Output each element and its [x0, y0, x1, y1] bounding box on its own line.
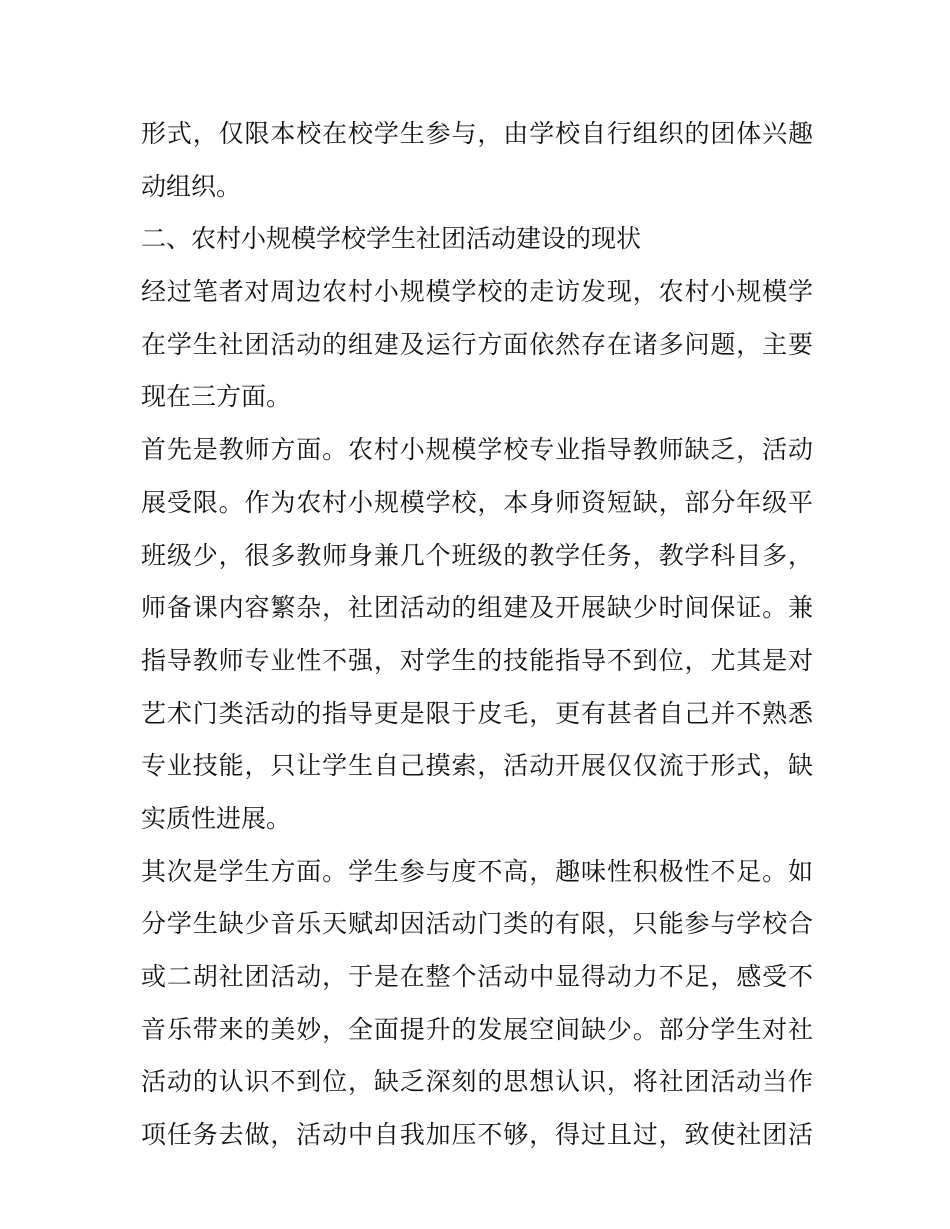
text-line: 指导教师专业性不强，对学生的技能指导不到位，尤其是对: [141, 645, 813, 675]
text-line: 在学生社团活动的组建及运行方面依然存在诸多问题，主要: [141, 329, 813, 359]
text-line: 师备课内容繁杂，社团活动的组建及开展缺少时间保证。兼: [141, 593, 813, 623]
body-text: [141, 108, 813, 1162]
text-line: 经过笔者对周边农村小规模学校的走访发现，农村小规模学: [141, 277, 813, 307]
text-line: 艺术门类活动的指导更是限于皮毛，更有甚者自己并不熟悉: [141, 698, 813, 728]
text-line: 音乐带来的美妙，全面提升的发展空间缺少。部分学生对社: [141, 1014, 813, 1044]
text-line: 活动的认识不到位，缺乏深刻的思想认识，将社团活动当作: [141, 1067, 813, 1097]
text-line: 现在三方面。: [141, 382, 292, 412]
section-heading: 二、农村小规模学校学生社团活动建设的现状: [141, 224, 642, 254]
text-line: 其次是学生方面。学生参与度不高，趣味性积极性不足。如: [141, 856, 813, 886]
text-line: 班级少，很多教师身兼几个班级的教学任务，教学科目多，: [141, 540, 813, 570]
text-line: 展受限。作为农村小规模学校，本身师资短缺，部分年级平: [141, 487, 813, 517]
text-line: 或二胡社团活动，于是在整个活动中显得动力不足，感受不: [141, 962, 813, 991]
text-line: 实质性进展。: [141, 803, 292, 833]
text-line: 动组织。: [141, 171, 242, 201]
text-line: 项任务去做，活动中自我加压不够，得过且过，致使社团活: [141, 1120, 813, 1150]
text-line: 首先是教师方面。农村小规模学校专业指导教师缺乏，活动: [141, 435, 813, 465]
text-line: 专业技能，只让学生自己摸索，活动开展仅仅流于形式，缺: [141, 751, 813, 781]
text-line: 分学生缺少音乐天赋却因活动门类的有限，只能参与学校合: [141, 909, 813, 939]
text-line: 形式，仅限本校在校学生参与，由学校自行组织的团体兴趣: [141, 119, 813, 148]
